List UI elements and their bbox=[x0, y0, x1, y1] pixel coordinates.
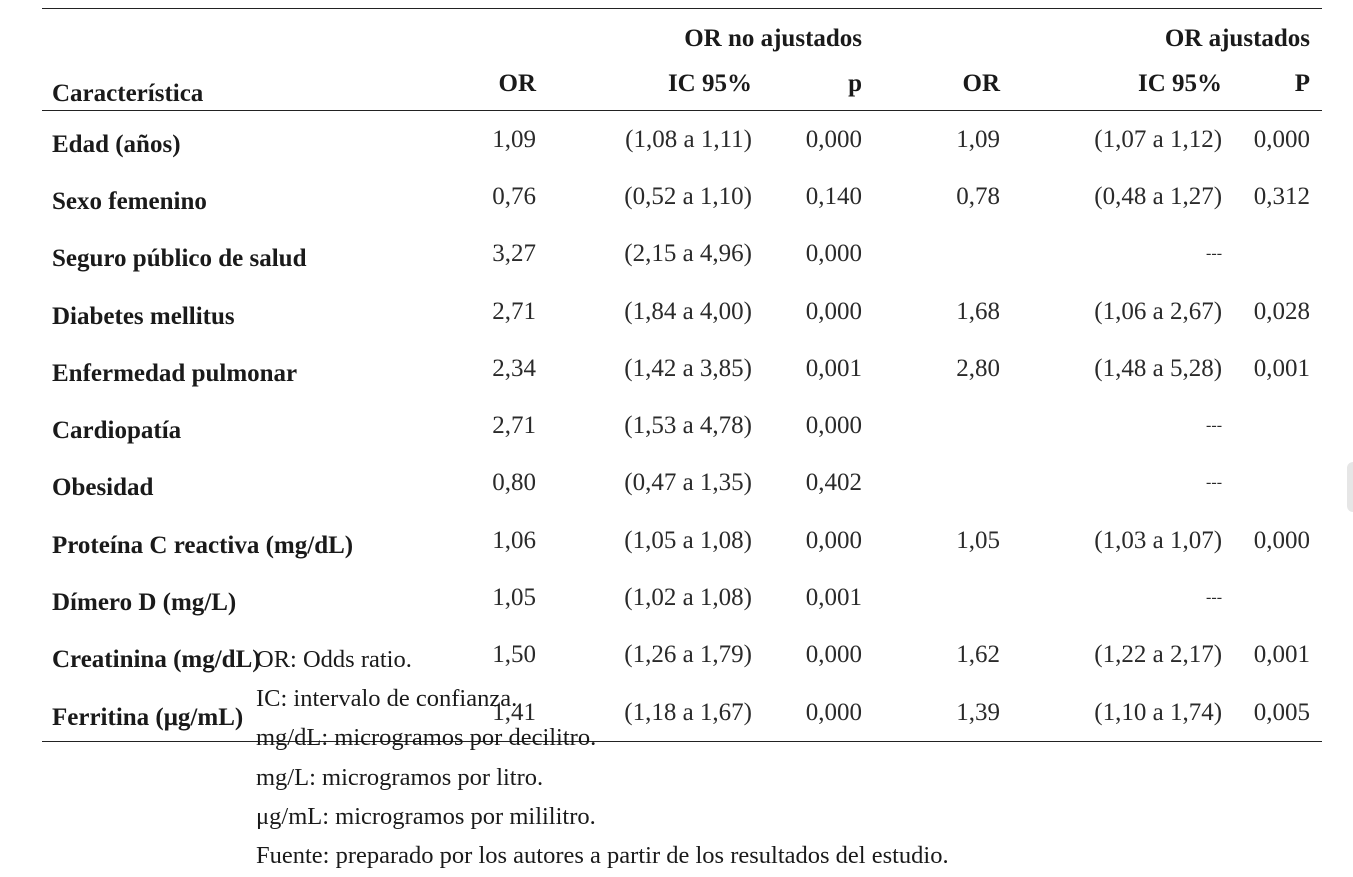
cell-characteristic: Edad (años) bbox=[52, 130, 181, 158]
cell-characteristic: Dímero D (mg/L) bbox=[52, 589, 237, 617]
group-unadjusted-header: OR no ajustados bbox=[442, 9, 874, 58]
cell-ci-adjusted: --- bbox=[1206, 417, 1223, 435]
header-p-unadjusted: p bbox=[764, 57, 874, 111]
cell-characteristic: Enfermedad pulmonar bbox=[52, 359, 298, 387]
odds-ratio-table bbox=[42, 8, 1322, 742]
cell-or-unadjusted: 0,80 bbox=[492, 469, 536, 497]
table-row bbox=[42, 111, 1322, 169]
cell-characteristic: Creatinina (mg/dL) bbox=[52, 646, 261, 674]
footnote-line: IC: intervalo de confianza. bbox=[256, 685, 518, 713]
cell-or-adjusted bbox=[874, 226, 1012, 283]
cell-ci-adjusted: (1,22 a 2,17) bbox=[1094, 641, 1223, 669]
cell-characteristic: Proteína C reactiva (mg/dL) bbox=[52, 531, 354, 559]
header-ci-adjusted: IC 95% bbox=[1012, 57, 1234, 111]
cell-or-unadjusted: 1,06 bbox=[492, 526, 536, 554]
header-or-adjusted: OR bbox=[874, 57, 1012, 111]
table-row bbox=[42, 226, 1322, 283]
cell-p-unadjusted: 0,000 bbox=[805, 526, 863, 554]
odds-ratio-table-container bbox=[42, 8, 1322, 742]
cell-or-adjusted bbox=[874, 455, 1012, 512]
cell-p-unadjusted: 0,402 bbox=[805, 469, 863, 497]
group-header-row bbox=[42, 9, 1322, 58]
cell-or-unadjusted: 1,09 bbox=[492, 125, 536, 153]
cell-p-unadjusted: 0,001 bbox=[805, 584, 863, 612]
cell-or-unadjusted: 1,50 bbox=[492, 641, 536, 669]
cell-or-adjusted bbox=[874, 397, 1012, 454]
cell-ci-unadjusted: (1,53 a 4,78) bbox=[624, 412, 752, 440]
cell-or-unadjusted: 2,34 bbox=[492, 354, 536, 382]
table-row bbox=[42, 168, 1322, 225]
cell-ci-unadjusted: (0,52 a 1,10) bbox=[624, 182, 752, 210]
cell-ci-unadjusted: (0,47 a 1,35) bbox=[624, 469, 752, 497]
header-or-unadjusted: OR bbox=[442, 57, 548, 111]
cell-ci-adjusted: (0,48 a 1,27) bbox=[1094, 182, 1223, 210]
page-edge-tab bbox=[1347, 462, 1353, 512]
cell-p-adjusted bbox=[1234, 569, 1322, 626]
cell-or-adjusted bbox=[874, 569, 1012, 626]
cell-ci-adjusted: (1,10 a 1,74) bbox=[1012, 684, 1234, 742]
cell-p-unadjusted: 0,001 bbox=[805, 354, 863, 382]
group-adjusted-header: OR ajustados bbox=[874, 9, 1322, 58]
cell-or-unadjusted: 2,71 bbox=[492, 412, 536, 440]
cell-ci-unadjusted: (1,08 a 1,11) bbox=[625, 125, 752, 153]
footnote-line: μg/mL: microgramos por mililitro. bbox=[256, 802, 596, 830]
cell-ci-unadjusted: (1,26 a 1,79) bbox=[624, 641, 752, 669]
table-row bbox=[42, 340, 1322, 397]
cell-or-adjusted: 1,39 bbox=[874, 684, 1012, 742]
cell-ci-adjusted: --- bbox=[1206, 474, 1223, 492]
cell-p-adjusted bbox=[1234, 397, 1322, 454]
cell-p-adjusted: 0,028 bbox=[1253, 297, 1311, 325]
cell-or-unadjusted: 1,05 bbox=[492, 584, 536, 612]
table-header bbox=[42, 9, 1322, 111]
cell-ci-unadjusted: (1,02 a 1,08) bbox=[624, 584, 752, 612]
cell-p-adjusted: 0,312 bbox=[1253, 182, 1311, 210]
cell-ci-unadjusted: (1,84 a 4,00) bbox=[624, 297, 752, 325]
table-row bbox=[42, 283, 1322, 340]
table-footnotes bbox=[256, 640, 949, 875]
cell-p-unadjusted: 0,000 bbox=[805, 240, 863, 268]
footnote-line: OR: Odds ratio. bbox=[256, 646, 412, 673]
cell-ci-adjusted: (1,07 a 1,12) bbox=[1094, 125, 1223, 153]
cell-p-adjusted bbox=[1234, 455, 1322, 512]
cell-ci-unadjusted: (1,42 a 3,85) bbox=[624, 354, 752, 382]
cell-characteristic: Seguro público de salud bbox=[52, 245, 307, 273]
cell-or-adjusted: 1,09 bbox=[956, 125, 1001, 153]
cell-p-adjusted: 0,000 bbox=[1253, 526, 1311, 554]
cell-or-adjusted: 2,80 bbox=[956, 354, 1001, 382]
cell-or-adjusted: 0,78 bbox=[956, 182, 1001, 210]
table-row bbox=[42, 455, 1322, 512]
cell-or-unadjusted: 2,71 bbox=[492, 297, 536, 325]
cell-ci-adjusted: --- bbox=[1206, 245, 1223, 263]
table-row bbox=[42, 397, 1322, 454]
cell-or-adjusted: 1,62 bbox=[956, 641, 1001, 669]
cell-or-unadjusted: 1,41 bbox=[442, 684, 548, 742]
cell-ci-adjusted: (1,06 a 2,67) bbox=[1094, 297, 1223, 325]
cell-characteristic: Obesidad bbox=[52, 474, 154, 502]
header-characteristic: Característica bbox=[42, 57, 442, 111]
cell-or-adjusted: 1,68 bbox=[956, 297, 1001, 325]
cell-p-unadjusted: 0,000 bbox=[805, 297, 863, 325]
cell-p-adjusted: 0,000 bbox=[1253, 125, 1311, 153]
footnote-line: mg/dL: microgramos por decilitro. bbox=[256, 724, 597, 752]
column-header-row bbox=[42, 57, 1322, 111]
header-ci-unadjusted: IC 95% bbox=[548, 57, 764, 111]
cell-p-adjusted: 0,005 bbox=[1234, 684, 1322, 742]
cell-ci-unadjusted: (1,05 a 1,08) bbox=[624, 526, 752, 554]
cell-p-unadjusted: 0,000 bbox=[805, 412, 863, 440]
cell-p-unadjusted: 0,000 bbox=[805, 125, 863, 153]
table-row bbox=[42, 569, 1322, 626]
cell-ci-adjusted: (1,48 a 5,28) bbox=[1094, 354, 1223, 382]
cell-or-unadjusted: 0,76 bbox=[492, 182, 536, 210]
cell-characteristic: Diabetes mellitus bbox=[52, 302, 235, 330]
cell-characteristic: Ferritina (μg/mL) bbox=[42, 684, 442, 742]
cell-ci-adjusted: (1,03 a 1,07) bbox=[1094, 526, 1223, 554]
cell-p-unadjusted: 0,000 bbox=[805, 641, 863, 669]
cell-characteristic: Sexo femenino bbox=[52, 187, 207, 215]
cell-ci-adjusted: --- bbox=[1206, 589, 1223, 607]
cell-p-unadjusted: 0,140 bbox=[805, 182, 863, 210]
footnote-line: Fuente: preparado por los autores a partir de los resultados del estudio. bbox=[256, 842, 949, 870]
empty-group-cell bbox=[42, 9, 442, 58]
cell-ci-unadjusted: (1,18 a 1,67) bbox=[548, 684, 764, 742]
cell-or-adjusted: 1,05 bbox=[956, 526, 1001, 554]
header-p-adjusted: P bbox=[1234, 57, 1322, 111]
cell-p-adjusted: 0,001 bbox=[1253, 354, 1311, 382]
footnote-line: mg/L: microgramos por litro. bbox=[256, 763, 544, 791]
table-row bbox=[42, 512, 1322, 569]
cell-characteristic: Cardiopatía bbox=[52, 417, 182, 445]
cell-ci-unadjusted: (2,15 a 4,96) bbox=[624, 240, 752, 268]
cell-p-adjusted: 0,001 bbox=[1253, 641, 1311, 669]
cell-p-unadjusted: 0,000 bbox=[764, 684, 874, 742]
cell-p-adjusted bbox=[1234, 226, 1322, 283]
cell-or-unadjusted: 3,27 bbox=[492, 240, 536, 268]
